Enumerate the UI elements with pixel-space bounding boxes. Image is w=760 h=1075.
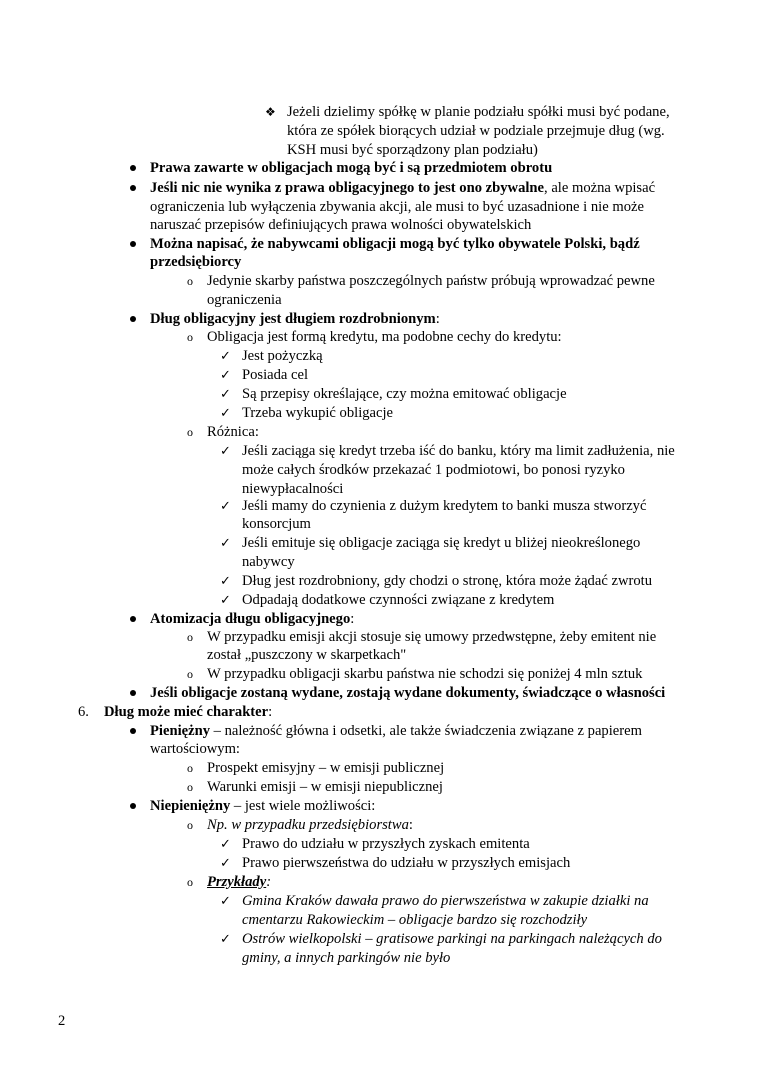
text-line: wartościowym: [150, 741, 240, 757]
bullet-icon [130, 241, 136, 247]
list-item: Jest pożyczką [242, 348, 323, 364]
plain-text: : [268, 704, 273, 720]
list-item: Posiada cel [242, 367, 309, 383]
list-item: Dług jest rozdrobniony, gdy chodzi o stronę, która może żądać zwrotu [242, 573, 652, 589]
text-line [150, 179, 655, 198]
text-line: Jedynie skarby państwa poszczególnych państw próbują wprowadzać pewne [207, 273, 655, 289]
list-item: Są przepisy określające, czy można emitować obligacje [242, 386, 567, 402]
bullet-icon [130, 803, 136, 809]
page-number: 2 [58, 1013, 66, 1029]
check-icon: ✓ [220, 856, 231, 871]
list-item: Gmina Kraków dawała prawo do pierwszeństwa w zakupie działki na [242, 893, 649, 909]
text-line: został „puszczony w skarpetkach" [207, 647, 407, 663]
plain-text: , ale można wpisać [544, 180, 656, 196]
circle-bullet-icon: o [187, 330, 193, 344]
bullet-icon [130, 316, 136, 322]
circle-bullet-icon: o [187, 818, 193, 832]
list-item: Jeśli emituje się obligacje zaciąga się kredyt u bliżej nieokreślonego [242, 535, 641, 551]
text-line: gminy, a innych parkingów nie było [242, 950, 451, 966]
text-line: Jeżeli dzielimy spółkę w planie podziału spółki musi być podane, [287, 104, 670, 120]
italic-text: Np. w przypadku przedsiębiorstwa [207, 817, 409, 833]
circle-bullet-icon: o [187, 875, 193, 889]
text-line: nabywcy [242, 554, 295, 570]
check-icon: ✓ [220, 894, 231, 909]
check-icon: ✓ [220, 574, 231, 589]
bullet-icon [130, 165, 136, 171]
section-number: 6. [78, 704, 89, 720]
text-line: cmentarzu Rakowieckim – obligacje bardzo się rozchodziły [242, 912, 588, 928]
list-item: Jeśli mamy do czynienia z dużym kredytem to banki musza stworzyć [242, 498, 647, 514]
text-line: przedsiębiorcy [150, 254, 242, 270]
bold-text: Niepieniężny [150, 798, 231, 814]
circle-bullet-icon: o [187, 761, 193, 775]
text-line [150, 310, 440, 329]
text-line: niewypłacalności [242, 481, 344, 497]
bold-text: Atomizacja długu obligacyjnego [150, 611, 351, 627]
check-icon: ✓ [220, 932, 231, 947]
list-item: Jeśli zaciąga się kredyt trzeba iść do banku, który ma limit zadłużenia, nie [242, 443, 675, 459]
text-line: KSH musi być sporządzony plan podziału) [287, 142, 538, 158]
text-line: Jeśli obligacje zostaną wydane, zostają wydane dokumenty, świadczące o własności [150, 685, 666, 701]
bold-text: Dług może mieć charakter [104, 704, 269, 720]
text-line: naruszać przepisów definiujących prawa wolności obywatelskich [150, 217, 532, 233]
bullet-icon [130, 690, 136, 696]
check-icon: ✓ [220, 368, 231, 383]
bullet-icon [130, 728, 136, 734]
plain-text: : [435, 311, 440, 327]
text-line [150, 797, 375, 816]
plain-text: : [408, 817, 413, 833]
plain-text: – należność główna i odsetki, ale także świadczenia związane z papierem [210, 723, 642, 739]
underlined-label: Przykłady [207, 874, 267, 890]
check-icon: ✓ [220, 536, 231, 551]
check-icon: ✓ [220, 406, 231, 421]
check-icon: ✓ [220, 499, 231, 514]
bold-text: Pieniężny [150, 723, 210, 739]
bullet-icon [130, 185, 136, 191]
list-item: Prawo pierwszeństwa do udziału w przyszłych emisjach [242, 855, 571, 871]
text-line: konsorcjum [242, 516, 311, 532]
text-line: W przypadku obligacji skarbu państwa nie schodzi się poniżej 4 mln sztuk [207, 666, 643, 682]
circle-bullet-icon: o [187, 780, 193, 794]
text-line: może całych środków przekazać 1 podmiotowi, bo ponosi ryzyko [242, 462, 625, 478]
check-icon: ✓ [220, 837, 231, 852]
bullet-icon [130, 616, 136, 622]
plain-text: : [350, 611, 355, 627]
check-icon: ✓ [220, 444, 231, 459]
check-icon: ✓ [220, 387, 231, 402]
list-item: Prospekt emisyjny – w emisji publicznej [207, 760, 445, 776]
bold-text: Dług obligacyjny jest długiem rozdrobnionym [150, 311, 436, 327]
italic-text: : [266, 874, 272, 890]
circle-bullet-icon: o [187, 667, 193, 681]
text-line: Obligacja jest formą kredytu, ma podobne cechy do kredytu: [207, 329, 562, 345]
text-line [207, 873, 271, 892]
section-heading [104, 703, 272, 722]
list-item: Odpadają dodatkowe czynności związane z kredytem [242, 592, 555, 608]
list-item: Ostrów wielkopolski – gratisowe parkingi na parkingach należących do [242, 931, 662, 947]
text-line [150, 722, 642, 741]
bold-text: Jeśli nic nie wynika z prawa obligacyjnego to jest ono zbywalne [150, 180, 545, 196]
text-line: Różnica: [207, 424, 259, 440]
plain-text: – jest wiele możliwości: [230, 798, 376, 814]
list-item: Prawo do udziału w przyszłych zyskach emitenta [242, 836, 530, 852]
text-line: Można napisać, że nabywcami obligacji mogą być tylko obywatele Polski, bądź [150, 236, 640, 252]
diamond-bullet-icon: ❖ [265, 105, 276, 119]
text-line: która ze spółek biorących udział w podziale przejmuje dług (wg. [287, 123, 665, 139]
text-line [207, 816, 413, 835]
list-item: Warunki emisji – w emisji niepublicznej [207, 779, 443, 795]
check-icon: ✓ [220, 593, 231, 608]
text-line: ograniczenia lub wyłączenia zbywania akcji, ale musi to być uzasadnione i nie może [150, 199, 644, 215]
text-line: Prawa zawarte w obligacjach mogą być i są przedmiotem obrotu [150, 160, 553, 176]
circle-bullet-icon: o [187, 425, 193, 439]
text-line: W przypadku emisji akcji stosuje się umowy przedwstępne, żeby emitent nie [207, 629, 657, 645]
check-icon: ✓ [220, 349, 231, 364]
circle-bullet-icon: o [187, 630, 193, 644]
text-line: ograniczenia [207, 292, 282, 308]
circle-bullet-icon: o [187, 274, 193, 288]
text-line [150, 610, 354, 629]
list-item: Trzeba wykupić obligacje [242, 405, 394, 421]
